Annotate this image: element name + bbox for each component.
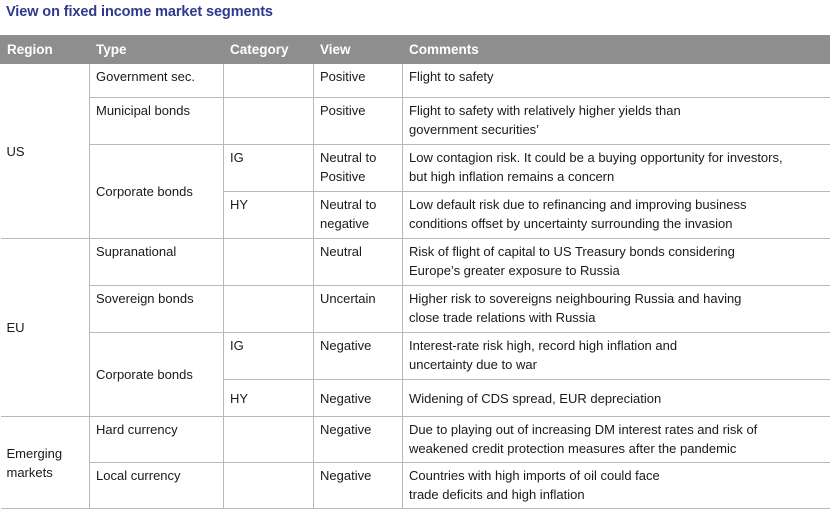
category-cell bbox=[224, 239, 314, 286]
category-cell: IG bbox=[224, 333, 314, 380]
comment-line: Risk of flight of capital to US Treasury bonds considering bbox=[409, 244, 735, 259]
table-row bbox=[1, 98, 830, 145]
table-row bbox=[1, 333, 830, 380]
comment-line: Higher risk to sovereigns neighbouring Russia and having bbox=[409, 291, 742, 306]
type-cell: Hard currency bbox=[90, 417, 224, 463]
type-cell: Municipal bonds bbox=[90, 98, 224, 145]
comment-line: Countries with high imports of oil could face bbox=[409, 468, 660, 483]
fixed-income-table bbox=[0, 35, 830, 509]
header-comments: Comments bbox=[403, 35, 830, 64]
region-cell bbox=[1, 417, 90, 509]
comment-line: Low default risk due to refinancing and improving business bbox=[409, 197, 747, 212]
header-category: Category bbox=[224, 35, 314, 64]
comment-line: but high inflation remains a concern bbox=[409, 169, 615, 184]
comment-line: government securities’ bbox=[409, 122, 540, 137]
comment-line: Due to playing out of increasing DM interest rates and risk of bbox=[409, 422, 758, 437]
region-cell: US bbox=[1, 64, 90, 239]
category-cell: IG bbox=[224, 145, 314, 192]
view-line: negative bbox=[320, 216, 370, 231]
view-line: Neutral to bbox=[320, 150, 377, 165]
view-cell: Neutral bbox=[314, 239, 403, 286]
comment-line: uncertainty due to war bbox=[409, 357, 537, 372]
type-cell: Local currency bbox=[90, 463, 224, 509]
type-cell: Corporate bonds bbox=[90, 145, 224, 239]
comment-cell bbox=[403, 192, 830, 239]
comment-cell bbox=[403, 333, 830, 380]
table-row bbox=[1, 286, 830, 333]
comment-cell bbox=[403, 286, 830, 333]
comment-line: conditions offset by uncertainty surrounding the invasion bbox=[409, 216, 733, 231]
view-cell: Negative bbox=[314, 417, 403, 463]
view-cell: Positive bbox=[314, 98, 403, 145]
comment-line: weakened credit protection measures after the pandemic bbox=[409, 441, 737, 456]
category-cell: HY bbox=[224, 380, 314, 417]
comment-line: trade deficits and high inflation bbox=[409, 487, 585, 502]
category-cell bbox=[224, 417, 314, 463]
comment-line: Flight to safety with relatively higher yields than bbox=[409, 103, 681, 118]
type-cell: Government sec. bbox=[90, 64, 224, 98]
view-line: Neutral to bbox=[320, 197, 377, 212]
view-cell: Negative bbox=[314, 380, 403, 417]
view-cell bbox=[314, 145, 403, 192]
region-line: Emerging bbox=[6, 445, 63, 461]
page-title: View on fixed income market segments bbox=[6, 4, 273, 20]
type-cell: Corporate bonds bbox=[90, 333, 224, 417]
view-line: Positive bbox=[320, 169, 366, 184]
category-cell bbox=[224, 463, 314, 509]
comment-cell: Flight to safety bbox=[403, 64, 830, 98]
view-cell: Uncertain bbox=[314, 286, 403, 333]
region-cell: EU bbox=[1, 239, 90, 417]
view-cell: Positive bbox=[314, 64, 403, 98]
category-cell bbox=[224, 98, 314, 145]
view-cell: Negative bbox=[314, 333, 403, 380]
comment-cell bbox=[403, 417, 830, 463]
table-row bbox=[1, 463, 830, 509]
view-cell: Negative bbox=[314, 463, 403, 509]
table-row bbox=[1, 145, 830, 192]
category-cell: HY bbox=[224, 192, 314, 239]
table-header-row bbox=[1, 35, 830, 64]
region-line: markets bbox=[6, 464, 53, 480]
comment-line: Interest-rate risk high, record high inflation and bbox=[409, 338, 678, 353]
comment-cell bbox=[403, 98, 830, 145]
header-region: Region bbox=[1, 35, 90, 64]
comment-line: Low contagion risk. It could be a buying opportunity for investors, bbox=[409, 150, 783, 165]
comment-cell: Widening of CDS spread, EUR depreciation bbox=[403, 380, 830, 417]
comment-cell bbox=[403, 239, 830, 286]
table-row bbox=[1, 239, 830, 286]
table-row bbox=[1, 417, 830, 463]
category-cell bbox=[224, 286, 314, 333]
type-cell: Sovereign bonds bbox=[90, 286, 224, 333]
comment-line: Europe’s greater exposure to Russia bbox=[409, 263, 620, 278]
comment-cell bbox=[403, 463, 830, 509]
type-cell: Supranational bbox=[90, 239, 224, 286]
table-row bbox=[1, 64, 830, 98]
category-cell bbox=[224, 64, 314, 98]
header-view: View bbox=[314, 35, 403, 64]
comment-line: close trade relations with Russia bbox=[409, 310, 596, 325]
view-cell bbox=[314, 192, 403, 239]
comment-cell bbox=[403, 145, 830, 192]
header-type: Type bbox=[90, 35, 224, 64]
